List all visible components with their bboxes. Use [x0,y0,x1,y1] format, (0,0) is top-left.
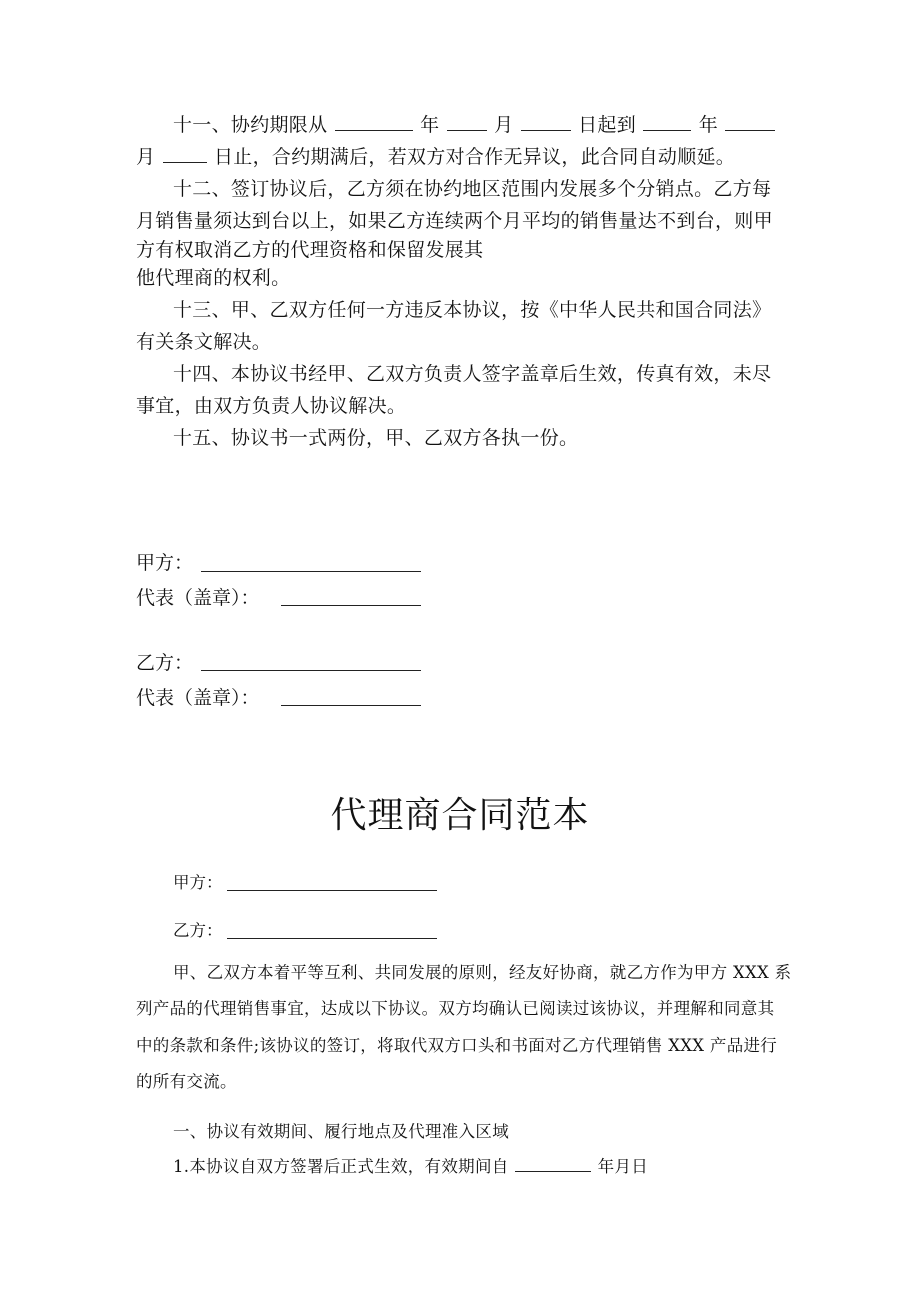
party-a-signature-line [201,571,421,572]
section-1-heading: 一、协议有效期间、履行地点及代理准入区域 [173,1122,509,1141]
party-a-rep-label: 代表（盖章）： [136,587,260,609]
party-a-rep-line [281,605,421,606]
clause-12-line-2: 月销售量须达到台以上，如果乙方连续两个月平均的销售量达不到台，则甲 [136,210,773,232]
preamble-line-2: 列产品的代理销售事宜，达成以下协议。双方均确认已阅读过该协议，并理解和同意其 [136,999,775,1018]
preamble-line-4: 的所有交流。 [136,1072,237,1091]
month-blank [447,112,487,131]
clause-11-text-b: 年 [420,114,440,136]
clause-13-line-1: 十三、甲、乙双方任何一方违反本协议，按《中华人民共和国合同法》 [173,299,772,321]
clause-15-line-1: 十五、协议书一式两份，甲、乙双方各执一份。 [173,427,579,449]
clause-11-text-f: 月 [136,146,156,168]
clause-11-text-d: 日起到 [578,114,636,136]
party-b-signature-label: 乙方： [136,652,194,674]
end-day-blank [163,144,207,163]
party-a-signature-label: 甲方： [136,552,194,574]
clause-11-text-a: 十一、协约期限从 [173,114,328,136]
party-b-rep-label: 代表（盖章）： [136,687,260,709]
end-year-blank [643,112,691,131]
clause-11-text-c: 月 [494,114,514,136]
section-1-item-1 [173,1156,648,1178]
contract-party-b-label: 乙方： [173,921,223,940]
party-b-signature-line [201,670,421,671]
day-blank [521,112,571,131]
clause-12-line-1: 十二、签订协议后，乙方须在协约地区范围内发展多个分销点。乙方每 [173,178,772,200]
clause-11-text-e: 年 [698,114,718,136]
clause-11-line-1 [173,112,776,137]
clause-14-line-2: 事宜，由双方负责人协议解决。 [136,395,407,417]
clause-13-line-2: 有关条文解决。 [136,331,272,353]
clause-12-line-4: 他代理商的权利。 [136,267,291,289]
preamble-line-3: 中的条款和条件;该协议的签订，将取代双方口头和书面对乙方代理销售 XXX 产品进行 [136,1036,778,1055]
party-b-rep-line [281,705,421,706]
contract-title: 代理商合同范本 [330,795,590,836]
section-1-item-1-text-b: 年月日 [597,1157,649,1176]
clause-11-text-g: 日止，合约期满后，若双方对合作无异议，此合同自动顺延。 [214,146,736,168]
end-month-blank [725,112,775,131]
contract-party-a-label: 甲方： [173,873,223,892]
start-date-blank [515,1156,591,1172]
year-blank [335,112,413,131]
clause-14-line-1: 十四、本协议书经甲、乙双方负责人签字盖章后生效，传真有效，未尽 [173,363,772,385]
section-1-item-1-text-a: 1.本协议自双方签署后正式生效，有效期间自 [173,1157,509,1176]
contract-party-b-line [227,938,437,939]
preamble-line-1: 甲、乙双方本着平等互利、共同发展的原则，经友好协商，就乙方作为甲方 XXX 系 [173,963,792,982]
contract-party-a-line [227,890,437,891]
clause-12-line-3: 方有权取消乙方的代理资格和保留发展其 [136,239,484,261]
clause-11-line-2 [136,144,735,169]
